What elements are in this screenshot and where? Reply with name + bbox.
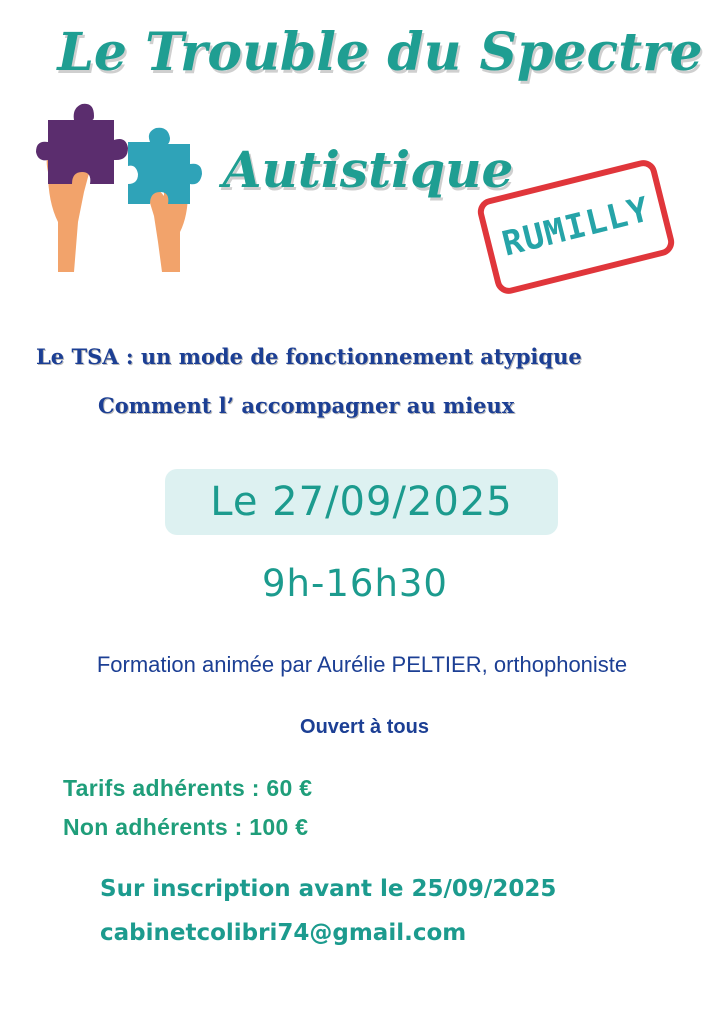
trainer-info: Formation animée par Aurélie PELTIER, orthophoniste [96,652,628,677]
purple-puzzle-piece-icon [36,104,128,184]
date-box [165,469,558,535]
non-member-price: Non adhérents : 100 € [63,814,309,840]
title-line-1: Le Trouble du Spectre [57,22,703,83]
member-price: Tarifs adhérents : 60 € [63,775,313,801]
subtitle-line-1: Le TSA : un mode de fonctionnement atypique [36,344,582,369]
stamp-text: RUMILLY [498,189,654,265]
audience-info: Ouvert à tous [300,716,429,738]
event-date: Le 27/09/2025 [210,479,513,525]
contact-email: cabinetcolibri74@gmail.com [100,920,467,946]
registration-deadline: Sur inscription avant le 25/09/2025 [100,876,557,902]
puzzle-hands-icon [28,92,208,274]
teal-puzzle-piece-icon [128,128,202,204]
subtitle-line-2: Comment l’ accompagner au mieux [98,393,515,418]
event-time: 9h-16h30 [262,562,448,605]
title-line-2: Autistique [222,140,514,199]
